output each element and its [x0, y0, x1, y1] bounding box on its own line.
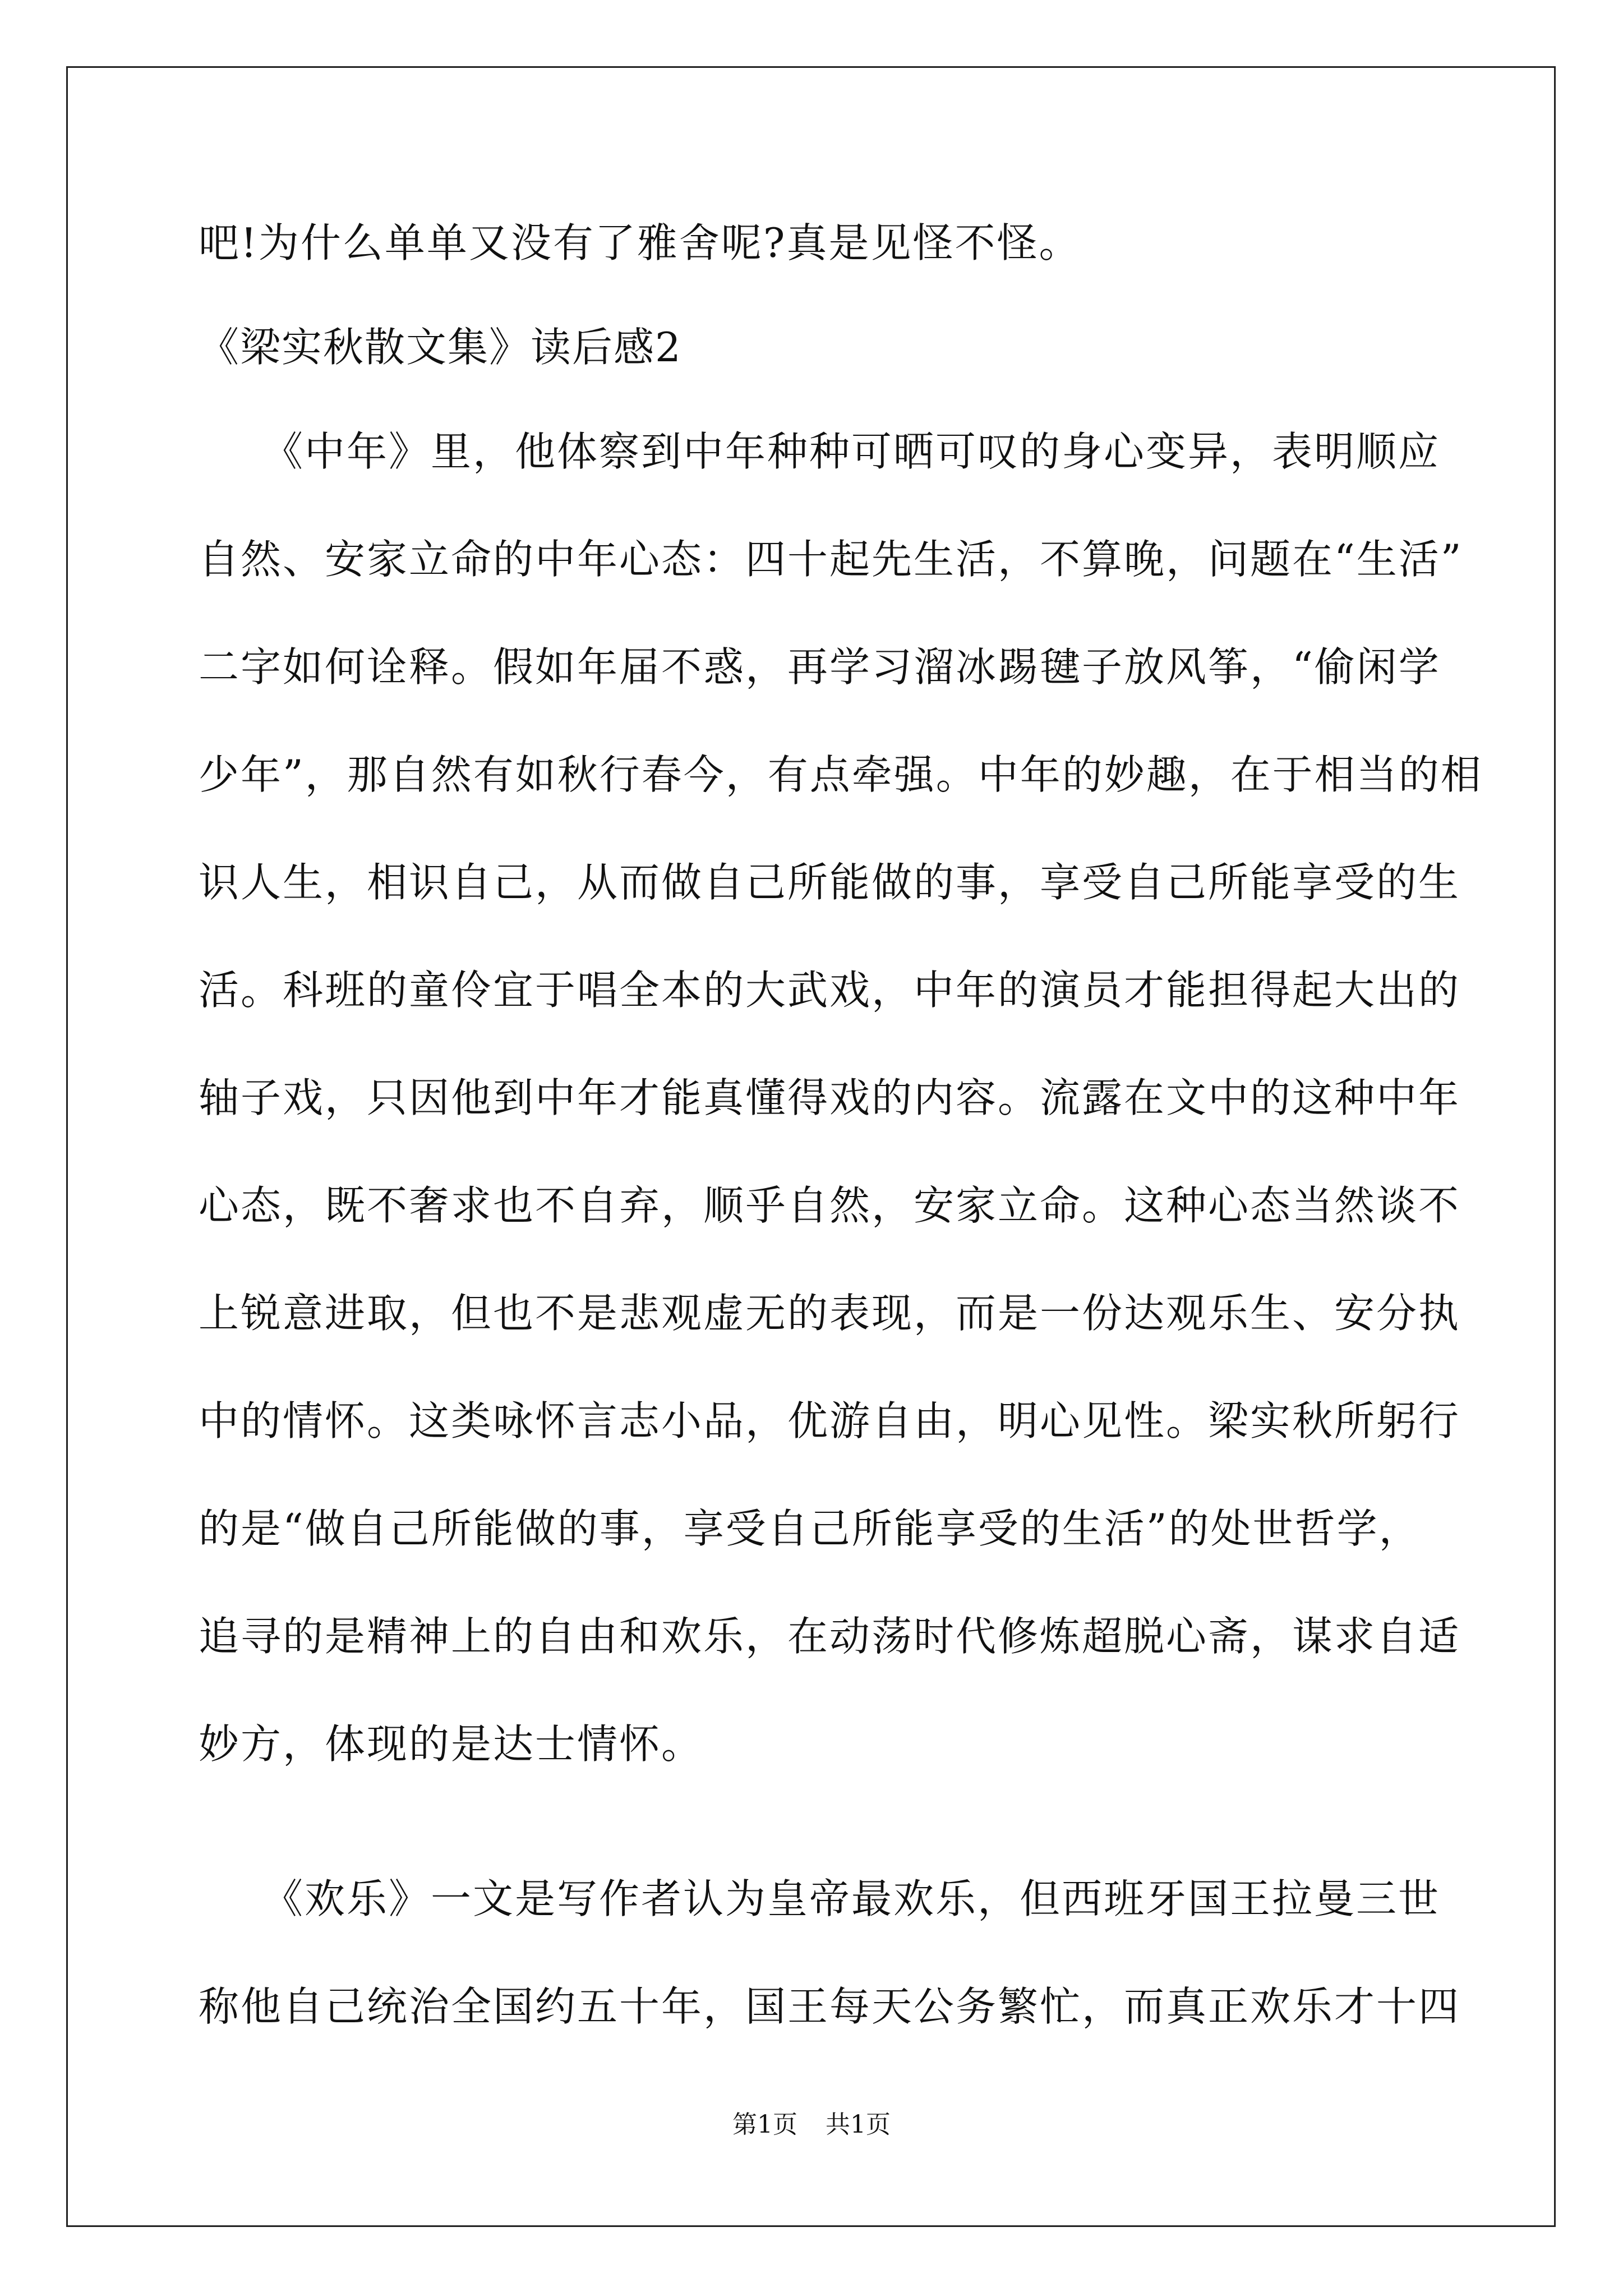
total-pages: 共1页 [826, 2110, 891, 2139]
page-footer [0, 2109, 1623, 2141]
text-line: 上锐意进取，但也不是悲观虚无的表现，而是一份达观乐生、安分执 [199, 1290, 1461, 1337]
text-line: 轴子戏，只因他到中年才能真懂得戏的内容。流露在文中的这种中年 [199, 1074, 1461, 1121]
text-line: 活。科班的童伶宜于唱全本的大武戏，中年的演员才能担得起大出的 [199, 967, 1461, 1014]
text-line: 妙方，体现的是达士情怀。 [199, 1720, 704, 1768]
text-line: 中的情怀。这类咏怀言志小品，优游自由，明心见性。梁实秋所躬行 [199, 1397, 1461, 1444]
text-line: 识人生，相识自己，从而做自己所能做的事，享受自己所能享受的生 [199, 859, 1461, 906]
text-line: 称他自己统治全国约五十年，国王每天公务繁忙，而真正欢乐才十四 [199, 1983, 1461, 2030]
text-line: 的是“做自己所能做的事，享受自己所能享受的生活”的处世哲学， [199, 1505, 1421, 1552]
text-line: 二字如何诠释。假如年届不惑，再学习溜冰踢毽子放风筝，“偷闲学 [199, 643, 1441, 691]
text-line: 追寻的是精神上的自由和欢乐，在动荡时代修炼超脱心斋，谋求自适 [199, 1613, 1461, 1660]
text-line: 《欢乐》一文是写作者认为皇帝最欢乐，但西班牙国王拉曼三世 [199, 1875, 1441, 1922]
text-line: 心态，既不奢求也不自弃，顺乎自然，安家立命。这种心态当然谈不 [199, 1182, 1461, 1229]
text-line: 《中年》里，他体察到中年种种可晒可叹的身心变异，表明顺应 [199, 428, 1441, 475]
text-line: 少年”，那自然有如秋行春今，有点牵强。中年的妙趣，在于相当的相 [199, 751, 1483, 798]
text-line: 自然、安家立命的中年心态：四十起先生活，不算晚，问题在“生活” [199, 536, 1463, 583]
text-line: 吧!为什么单单又没有了雅舍呢?真是见怪不怪。 [199, 219, 1081, 266]
document-body [199, 216, 1483, 2087]
page-number: 第1页 [732, 2110, 797, 2139]
section-heading: 《梁实秋散文集》读后感2 [199, 324, 682, 371]
